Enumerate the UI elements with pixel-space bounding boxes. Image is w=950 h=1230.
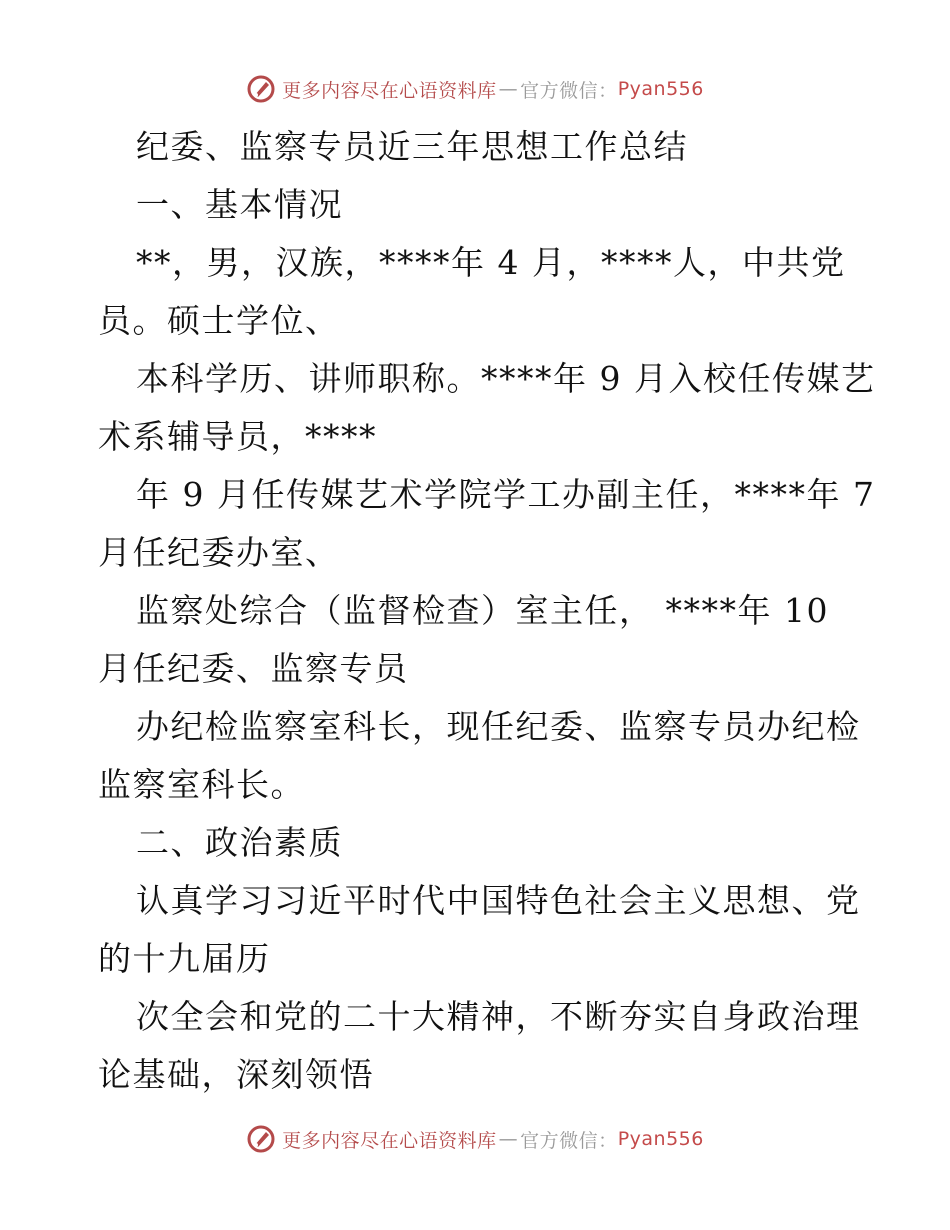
text-line: 术系辅导员，**** <box>98 417 377 456</box>
text-line: 月任纪委、监察专员 <box>98 649 409 688</box>
document-title: 纪委、监察专员近三年思想工作总结 <box>136 127 688 166</box>
text-line: 监察处综合（监督检查）室主任， ****年 10 <box>136 591 829 630</box>
text-line: 本科学历、讲师职称。****年 9 月入校任传媒艺 <box>136 359 876 398</box>
watermark-separator: — <box>498 78 519 100</box>
text-line: 月任纪委办室、 <box>98 533 340 572</box>
header-watermark <box>0 74 950 104</box>
watermark-label: 官方微信： <box>520 1129 618 1152</box>
text-line: 办纪检监察室科长，现任纪委、监察专员办纪检 <box>136 707 861 746</box>
text-line: 年 9 月任传媒艺术学院学工办副主任，****年 7 <box>136 475 876 514</box>
text-line: 监察室科长。 <box>98 765 305 804</box>
watermark-separator: — <box>498 1128 519 1150</box>
text-line: 员。硕士学位、 <box>98 301 340 340</box>
pen-logo-icon <box>246 74 276 104</box>
text-line: 认真学习习近平时代中国特色社会主义思想、党 <box>136 881 861 920</box>
watermark-label: 官方微信： <box>520 79 618 102</box>
pen-logo-icon <box>246 1124 276 1154</box>
section-heading: 一、基本情况 <box>136 185 343 224</box>
watermark-id: Pyan556 <box>617 1128 704 1150</box>
footer-watermark <box>0 1124 950 1154</box>
section-heading: 二、政治素质 <box>136 823 343 862</box>
text-line: 的十九届历 <box>98 939 271 978</box>
text-line: 次全会和党的二十大精神，不断夯实自身政治理 <box>136 997 861 1036</box>
watermark-brand: 更多内容尽在心语资料库 <box>282 79 497 102</box>
text-line: **，男，汉族，****年 4 月，****人，中共党 <box>136 243 846 282</box>
watermark-brand: 更多内容尽在心语资料库 <box>282 1129 497 1152</box>
text-line: 论基础，深刻领悟 <box>98 1055 374 1094</box>
watermark-id: Pyan556 <box>617 78 704 100</box>
document-body <box>98 118 876 1104</box>
